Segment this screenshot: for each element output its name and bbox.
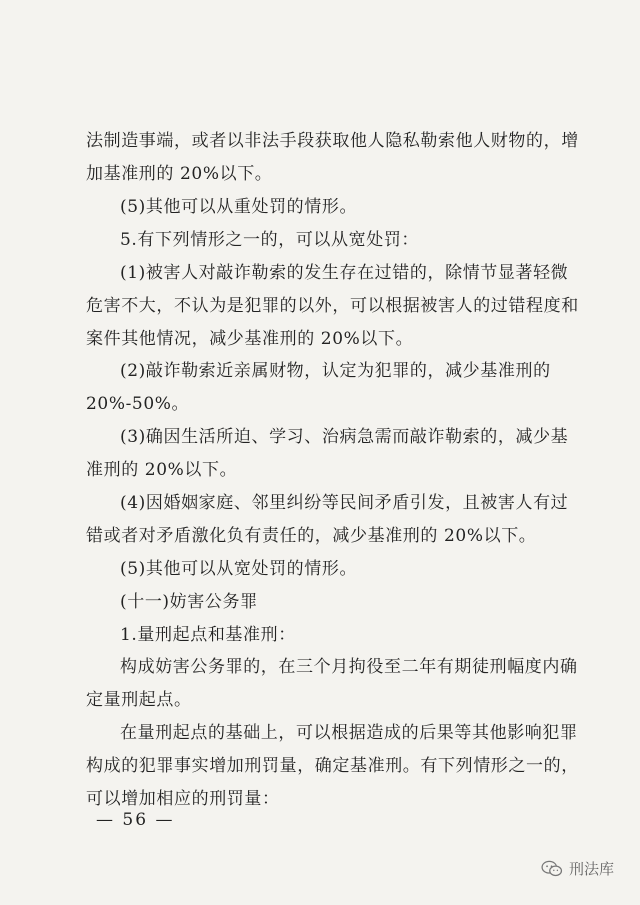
wechat-icon [541,860,563,878]
text-line: (5)其他可以从重处罚的情形。 [120,197,358,217]
text-line: 准刑的 20%以下。 [86,460,238,480]
text-line: (3)确因生活所迫、学习、治病急需而敲诈勒索的，减少基 [120,427,569,447]
text-line: 错或者对矛盾激化负有责任的，减少基准刑的 20%以下。 [86,526,537,546]
watermark [541,858,614,879]
text-line: 5.有下列情形之一的，可以从宽处罚： [120,230,420,250]
text-line: 构成的犯罪事实增加刑罚量，确定基准刑。有下列情形之一的， [86,756,579,776]
text-line: 危害不大，不认为是犯罪的以外，可以根据被害人的过错程度和 [86,296,579,316]
text-line: (5)其他可以从宽处罚的情形。 [120,559,358,579]
text-line: 定量刑起点。 [86,690,192,710]
text-line: (1)被害人对敲诈勒索的发生存在过错的，除情节显著轻微 [120,263,569,283]
text-line: 法制造事端，或者以非法手段获取他人隐私勒索他人财物的，增 [86,131,579,151]
text-line: 1.量刑起点和基准刑： [120,625,296,645]
watermark-text: 刑法库 [568,860,614,878]
text-line: 案件其他情况，减少基准刑的 20%以下。 [86,329,414,349]
text-line: 可以增加相应的刑罚量： [86,789,280,809]
text-line: 构成妨害公务罪的，在三个月拘役至二年有期徒刑幅度内确 [120,657,578,677]
text-line: 20%-50%。 [86,394,190,414]
text-line: 加基准刑的 20%以下。 [86,164,273,184]
text-line: 在量刑起点的基础上，可以根据造成的后果等其他影响犯罪 [120,723,578,743]
text-line: (4)因婚姻家庭、邻里纠纷等民间矛盾引发，且被害人有过 [120,493,569,513]
page-number: — 56 — [96,810,175,830]
section-heading: (十一)妨害公务罪 [120,592,258,612]
text-line: (2)敲诈勒索近亲属财物，认定为犯罪的，减少基准刑的 [120,361,551,381]
